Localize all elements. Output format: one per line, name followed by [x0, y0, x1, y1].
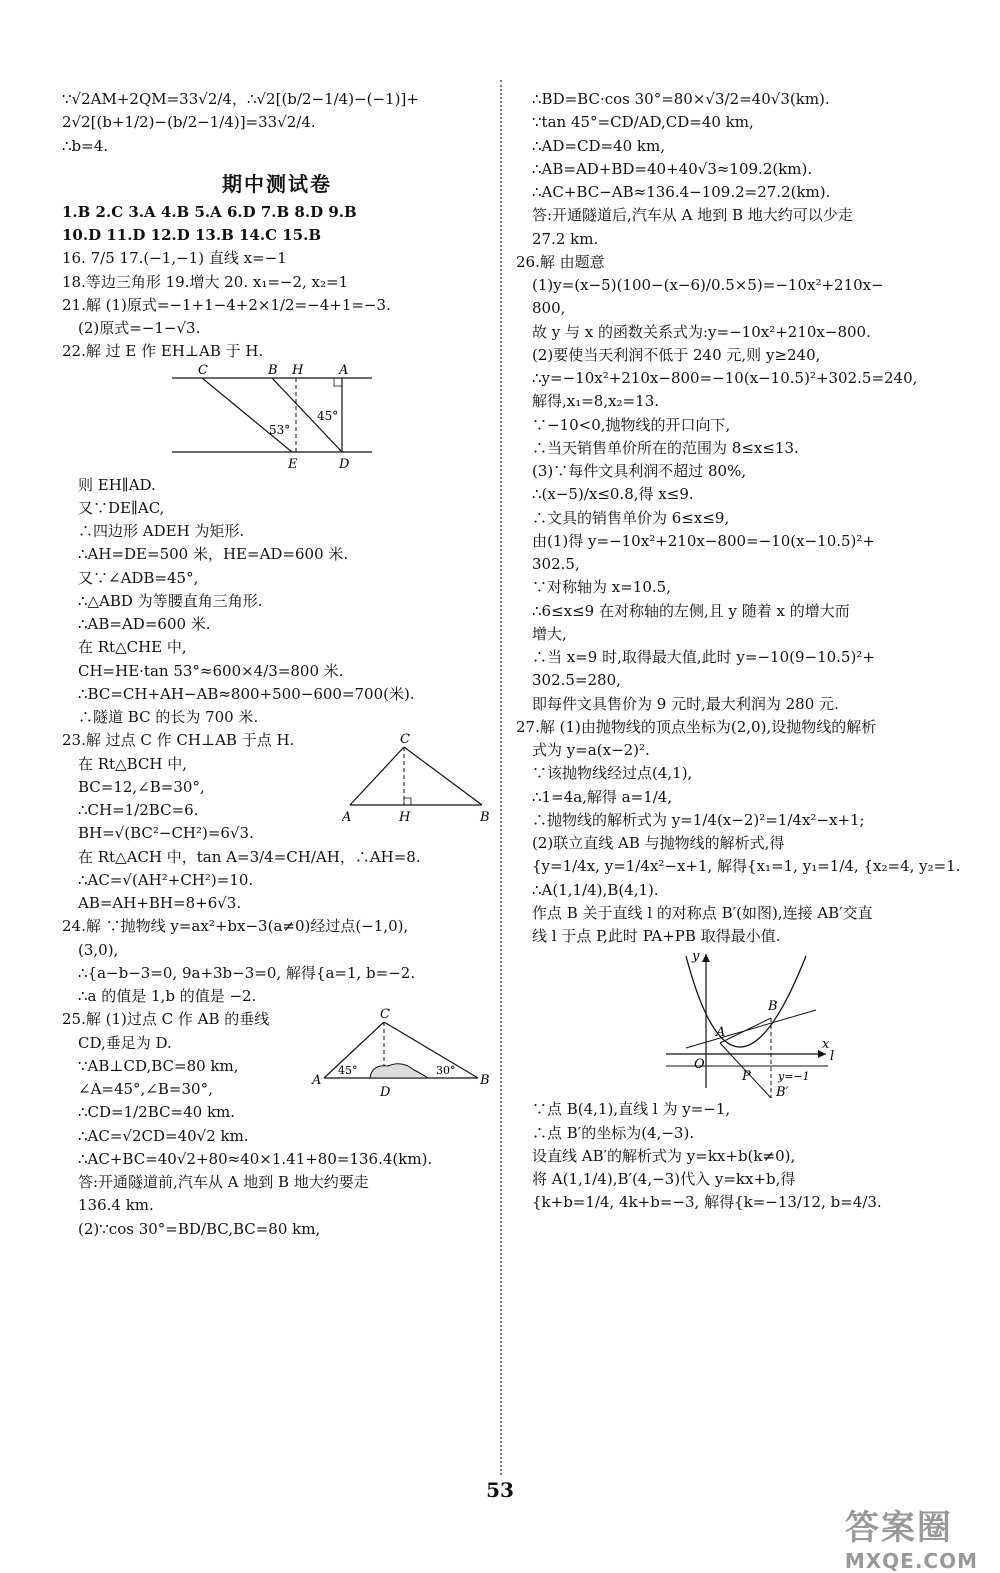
solution-line: 线 l 于点 P,此时 PA+PB 取得最小值.: [532, 927, 781, 945]
solution-line: BC=12,∠B=30°,: [78, 777, 205, 796]
solution-line: ∴AH=DE=500 米，HE=AD=600 米.: [78, 545, 349, 564]
solution-line: ∴AB=AD+BD=40+40√3≈109.2(km).: [532, 159, 813, 178]
mountain-diagram: [310, 1008, 492, 1108]
solution-line: 22.解 过 E 作 EH⊥AB 于 H.: [62, 342, 264, 361]
triangle-diagram: [342, 733, 492, 825]
label-D: D: [380, 1085, 391, 1101]
solution-line: ∵该抛物线经过点(4,1),: [532, 764, 693, 783]
label-A: A: [339, 363, 349, 378]
solution-line: ∴四边形 ADEH 为矩形.: [78, 522, 245, 540]
answer-line: 18.等边三角形 19.增大 20. x₁=−2, x₂=1: [62, 272, 349, 291]
q27-figure: [516, 948, 956, 1098]
solution-line: 21.解 (1)原式=−1+1−4+2×1/2=−4+1=−3.: [62, 295, 391, 314]
answer-line: 1.B 2.C 3.A 4.B 5.A 6.D 7.B 8.D 9.B: [62, 202, 357, 221]
section-title: 期中测试卷: [222, 171, 332, 196]
solution-line: 27.2 km.: [532, 229, 599, 248]
solution-line: ∴a 的值是 1,b 的值是 −2.: [78, 987, 257, 1005]
solution-line: 解得,x₁=8,x₂=13.: [532, 392, 660, 411]
label-A: A: [312, 1073, 322, 1089]
parabola-diagram: [516, 948, 956, 1098]
solution-line: ∴AC+BC−AB≈136.4−109.2=27.2(km).: [532, 183, 831, 201]
label-C: C: [400, 733, 410, 748]
solution-line: ∴(x−5)/x≤0.8,得 x≤9.: [532, 485, 694, 504]
solution-line: 设直线 AB′的解析式为 y=kx+b(k≠0),: [532, 1146, 796, 1165]
solution-line: ∴点 B′的坐标为(4,−3).: [532, 1123, 695, 1142]
solution-line: {k+b=1/4, 4k+b=−3, 解得{k=−13/12, b=4/3.: [532, 1193, 882, 1212]
text-line: 2√2[(b+1/2)−(b/2−1/4)]=33√2/4.: [62, 113, 316, 132]
solution-line: (2)要使当天利润不低于 240 元,则 y≥240,: [532, 345, 821, 364]
solution-line: ∴当 x=9 时,取得最大值,此时 y=−10(9−10.5)²+: [532, 648, 875, 666]
watermark: [845, 1500, 978, 1573]
angle-45: 45°: [317, 408, 339, 423]
angle-53: 53°: [269, 422, 291, 437]
solution-line: ∴AC=√(AH²+CH²)=10.: [78, 870, 254, 889]
solution-line: 将 A(1,1/4),B′(4,−3)代入 y=kx+b,得: [532, 1170, 796, 1188]
solution-line: ∴当天销售单价所在的范围为 8≤x≤13.: [532, 438, 799, 457]
solution-line: ∴BD=BC·cos 30°=80×√3/2=40√3(km).: [532, 90, 830, 108]
solution-line: (2)原式=−1−√3.: [78, 319, 201, 337]
solution-line: 作点 B 关于直线 l 的对称点 B′(如图),连接 AB′交直: [532, 903, 873, 922]
solution-line: 即每件文具售价为 9 元时,最大利润为 280 元.: [532, 694, 839, 713]
solution-line: 23.解 过点 C 作 CH⊥AB 于点 H.: [62, 731, 295, 750]
label-B: B: [480, 1073, 490, 1089]
label-E: E: [288, 456, 298, 472]
q22-figure: [62, 364, 492, 474]
solution-line: 24.解 ∵抛物线 y=ax²+bx−3(a≠0)经过点(−1,0),: [62, 917, 409, 936]
solution-line: ∵点 B(4,1),直线 l 为 y=−1,: [532, 1100, 731, 1119]
solution-line: ∴AB=AD=600 米.: [78, 615, 211, 633]
solution-line: 式为 y=a(x−2)².: [532, 741, 650, 759]
watermark-text: 答案圈: [844, 1508, 953, 1548]
solution-line: ∴A(1,1/4),B(4,1).: [532, 880, 659, 899]
text-line: ∴b=4.: [62, 136, 109, 155]
solution-line: 则 EH∥AD.: [78, 475, 156, 494]
solution-line: ∴隧道 BC 的长为 700 米.: [78, 708, 259, 726]
solution-line: 在 Rt△ACH 中，tan A=3/4=CH/AH，∴AH=8.: [78, 847, 421, 866]
solution-line: CH=HE·tan 53°≈600×4/3=800 米.: [78, 661, 344, 680]
label-H: H: [399, 810, 411, 826]
watermark-url: MXQE.COM: [844, 1549, 978, 1573]
label-l: l: [830, 1049, 835, 1065]
label-D: D: [339, 456, 350, 472]
solution-line: (3,0),: [78, 940, 119, 959]
solution-line: ∴抛物线的解析式为 y=1/4(x−2)²=1/4x²−x+1;: [532, 810, 865, 829]
solution-line: 故 y 与 x 的函数关系式为:y=−10x²+210x−800.: [532, 322, 871, 341]
solution-line: 又∵∠ADB=45°,: [78, 568, 199, 587]
solution-line: (2)联立直线 AB 与抛物线的解析式,得: [532, 834, 785, 852]
angle-45: 45°: [338, 1064, 358, 1078]
solution-line: ∴AC+BC=40√2+80≈40×1.41+80=136.4(km).: [78, 1149, 433, 1168]
solution-line: ∴CD=1/2BC=40 km.: [78, 1103, 236, 1122]
solution-line: (3)∵每件文具利润不超过 80%,: [532, 462, 747, 480]
label-C: C: [380, 1008, 390, 1023]
solution-line: 302.5,: [532, 555, 580, 573]
solution-line: ∴BC=CH+AH−AB≈800+500−600=700(米).: [78, 684, 415, 703]
label-y-minus-1: y=−1: [778, 1070, 810, 1084]
solution-line: (2)∵cos 30°=BD/BC,BC=80 km,: [78, 1219, 321, 1238]
solution-line: ∴AC=√2CD=40√2 km.: [78, 1126, 249, 1145]
solution-line: 由(1)得 y=−10x²+210x−800=−10(x−10.5)²+: [532, 531, 875, 550]
solution-line: ∵对称轴为 x=10.5,: [532, 578, 671, 597]
answer-line: 10.D 11.D 12.D 13.B 14.C 15.B: [62, 226, 322, 244]
column-divider: [500, 80, 502, 1475]
label-H: H: [292, 363, 304, 378]
text-line: ∵√2AM+2QM=33√2/4，∴√2[(b/2−1/4)−(−1)]+: [62, 90, 419, 108]
solution-line: ∴{a−b−3=0, 9a+3b−3=0, 解得{a=1, b=−2.: [78, 963, 416, 982]
label-P: P: [742, 1069, 751, 1085]
solution-line: ∴1=4a,解得 a=1/4,: [532, 787, 673, 806]
solution-line: ∴AD=CD=40 km,: [532, 136, 665, 155]
solution-line: (1)y=(x−5)(100−(x−6)/0.5×5)=−10x²+210x−: [532, 276, 884, 294]
solution-line: ∵AB⊥CD,BC=80 km,: [78, 1056, 239, 1075]
page-number: 53: [486, 1478, 514, 1502]
solution-line: 在 Rt△CHE 中,: [78, 638, 187, 657]
solution-line: 136.4 km.: [78, 1196, 154, 1215]
label-O: O: [694, 1057, 705, 1073]
solution-line: BH=√(BC²−CH²)=6√3.: [78, 824, 254, 843]
solution-line: 在 Rt△BCH 中,: [78, 754, 188, 773]
solution-line: 302.5=280,: [532, 671, 621, 690]
angle-30: 30°: [436, 1064, 456, 1078]
solution-line: 26.解 由题意: [516, 252, 605, 271]
solution-line: 27.解 (1)由抛物线的顶点坐标为(2,0),设抛物线的解析: [516, 717, 877, 736]
solution-line: 答:开通隧道前,汽车从 A 地到 B 地大约要走: [78, 1173, 369, 1191]
solution-line: 增大,: [532, 624, 567, 643]
solution-line: ∵tan 45°=CD/AD,CD=40 km,: [532, 113, 754, 132]
solution-line: 800,: [532, 299, 566, 318]
solution-line: ∴△ABD 为等腰直角三角形.: [78, 591, 263, 610]
label-B-prime: B′: [776, 1085, 789, 1099]
solution-line: {y=1/4x, y=1/4x²−x+1, 解得{x₁=1, y₁=1/4, {x₂=4, y₂=1.: [532, 857, 961, 876]
left-column: [62, 88, 492, 1241]
solution-line: ∴y=−10x²+210x−800=−10(x−10.5)²+302.5=240,: [532, 369, 918, 387]
label-A: A: [342, 810, 352, 826]
label-B: B: [268, 363, 278, 378]
solution-line: 又∵DE∥AC,: [78, 498, 165, 517]
right-column: [516, 88, 961, 1215]
solution-line: ∴CH=1/2BC=6.: [78, 801, 199, 819]
answer-line: 16. 7/5 17.(−1,−1) 直线 x=−1: [62, 249, 287, 268]
solution-line: 25.解 (1)过点 C 作 AB 的垂线: [62, 1010, 270, 1029]
solution-line: ∠A=45°,∠B=30°,: [78, 1080, 213, 1098]
label-B: B: [768, 999, 778, 1015]
tunnel-diagram: [62, 364, 492, 474]
solution-line: ∵−10<0,抛物线的开口向下,: [532, 415, 731, 434]
label-C: C: [198, 363, 208, 378]
solution-line: 答:开通隧道后,汽车从 A 地到 B 地大约可以少走: [532, 206, 853, 225]
solution-line: CD,垂足为 D.: [78, 1033, 172, 1052]
solution-line: ∴文具的销售单价为 6≤x≤9,: [532, 508, 730, 527]
solution-line: ∴6≤x≤9 在对称轴的左侧,且 y 随着 x 的增大而: [532, 601, 850, 620]
label-B: B: [480, 810, 490, 826]
label-A: A: [716, 1025, 726, 1041]
solution-line: AB=AH+BH=8+6√3.: [78, 894, 242, 912]
label-x: x: [822, 1037, 830, 1053]
label-y: y: [692, 949, 700, 965]
